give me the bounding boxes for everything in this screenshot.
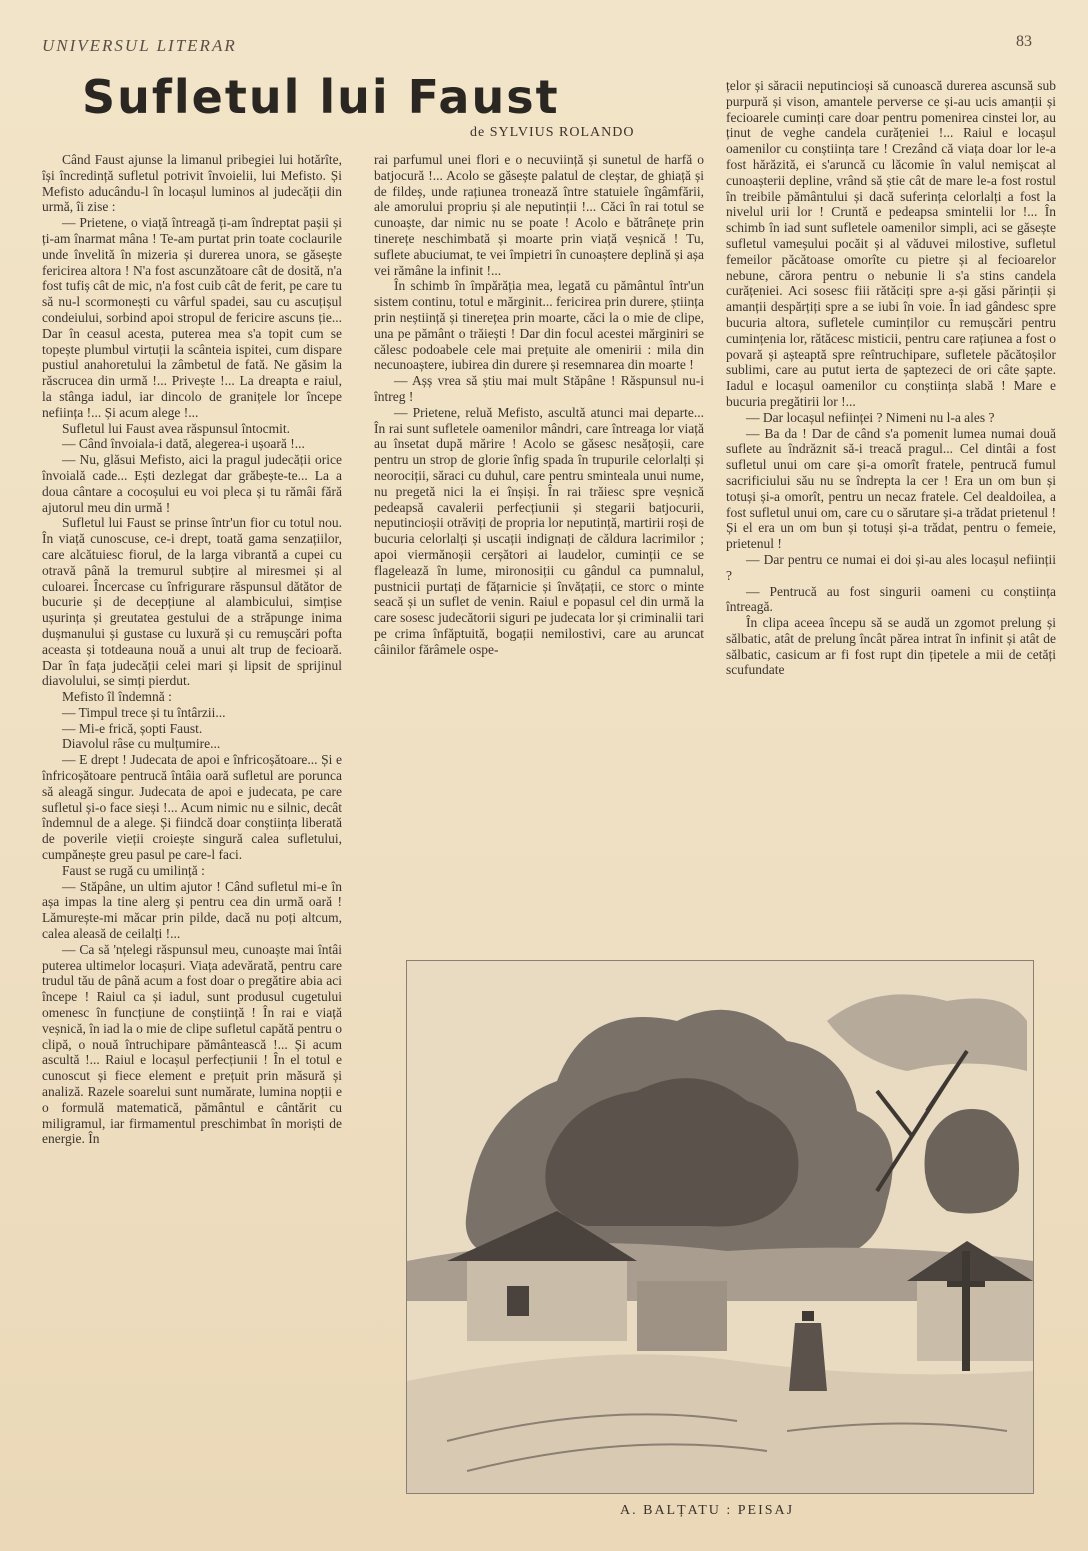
house-wall [467,1261,627,1341]
paragraph: rai parfumul unei flori e o necuviință și sunetul de harfă o batjocură !... Acolo se găsește palatul de cleștar, de ghiață și de fildeș, unde rațiunea tronează între statuiele îngâmfării, ale amorului propriu și ale neputinții !... Căci în rai totul se cunoaște, dar nimic nu se poate ! Acolo e bătrânețe prin tinerețe neschimbată și moarte prin viață veșnică ! Tu, suflete abuciumat, te vei împietri în cunoaștere deplină și așa vei rămâne la infinit !... [374,152,704,278]
paragraph: — Timpul trece și tu întârzii... [62,704,226,720]
house-wall [917,1281,1033,1361]
paragraph: — Dar locașul neființei ? Nimeni nu l-a ales ? [746,409,995,425]
fence [637,1281,727,1351]
paragraph: — Prietene, o viață întreagă ți-am îndreptat pașii și ți-am înarmat mâna ! Te-am purtat prin toate coclaurile unde învelită în mizeria și durerea unora, se găsește fericirea altora ! N'a fost ascunzătoare cât de dosită, n'a fost tufiș cât de mic, n'a fost cuib cât de ferit, pe care tu să nu-l scormonești cu vârful spadei, sau cu ascuțișul condeiului, sorbind apoi stropul de fericire ascuns ție... Dar în ceasul acesta, puterea mea s'a topit cum se topește plumbul virtuții la scânteia ispitei, cum dispare pustiul anahoretului la zâmbetul de fată. Ne găsim la răscrucea din urmă !... Privește !... La dreapta e raiul, la stânga iadul, iar dincolo de granițele lor începe neființa !... Și acum alege !... [42,215,342,420]
text-column-1 [42,152,342,1527]
paragraph: — Când învoiala-i dată, alegerea-i ușoară !... [62,436,305,452]
figure-body [789,1323,827,1391]
paragraph: — Ca să 'nțelegi răspunsul meu, cunoaște mai întâi puterea ultimelor locașuri. Viața adevărată, pentru care trudul tău de până acum a fost doar o pregătire abia aci începe ! Raiul ca și iadul, sunt produsul cugetului omenesc în funcțiune de conștiință ! În rai e viață veșnică, în iad la o mie de clipe sufletul capătă pentru o clipă, o nouă întruchipare pământească !... Și acum ascultă !... Raiul e locașul perfecțiunii ! În el totul e cunoscut și fiece element e prețuit prin măsură și analiză. Razele soarelui sunt numărate, lumina nopții e o formulă matematică, pământul e cântărit cu miligramul, iar firmamentul preschimbat în moriști de energie. În [42,941,342,1147]
text-column-2 [374,152,704,922]
landscape-illustration [406,960,1034,1494]
paragraph: țelor și săracii neputincioși să cunoască durerea ascunsă sub purpură și vison, amantele perverse ce și-au ucis amanții și fecioarele cuminți care doar pentru pomenirea cinstei lor, au ținut de veghe candela curățeniei !... Raiul e locașul oamenilor cu conștiința tare ! Crezând că viața doar lor le-a fost hărăzită, ei s'aruncă cu lăcomie în valul nemișcat al cunoașterii depline, vrând să știe cât de mare le-a fost rostul în treibile pământului și dacă suferința celorlalți a fost la nivelul urii lor ! Cruntă e pedeapsa smintelii lor !... În schimb în iad sunt sufletele oamenilor simpli, aci se găsește sufletul vameșului pocăit și al văduvei milostive, sufletul femeilor păcătoase omorîte cu pietre și al fecioarelor nebune, cărora pentru o nebunie li s'a stins candela curățeniei. Aci sosesc fiii rătăciți spre a-și găsi părinții și amanții despărțiți spre a se iubi în voie. În iad gândesc spre bucuria altora, sufletele cuminților cu remușcări pentru cumințenia lor, rătăcesc misticii, pentru care rațiunea a fost o povară și așteaptă spre reîntruchipare, sufletele păcătoșilor sublimi, care au putut ierta de șaptezeci de ori câte șapte. Iadul e locașul oamenilor cu conștiința slabă ! Mare e bucuria pregătirii lor !... [726,78,1056,409]
article-byline: de SYLVIUS ROLANDO [470,125,635,140]
paragraph: — Stăpâne, un ultim ajutor ! Când sufletul mi-e în așa impas la tine alerg și pentru cea din urmă oară ! Lămurește-mi măcar prin pilde, dacă nu poți altcum, calea aleasă de ceilalți !... [42,878,342,942]
paragraph: — Prietene, reluă Mefisto, ascultă atunci mai departe... În rai sunt sufletele oamenilor mândri, care întreaga lor viață au însetat după mărire ! Acolo se găsesc nesățoșii, care pentru un strop de glorie înfig spada în trupurile celorlalți și neorociții, săraci cu duhul, care pentru sminteala unui nume, nu pregetă nici la ei înșiși. În rai trăiesc spre veșnică pedeapsă cavalerii perfecțiunii și stegarii batjocurii, neputincioșii otrăviți de propria lor neputință, martirii roși de bucuria celorlalți și uscații indignați de căldura lacrimilor ; apoi viermănoșii cerșători ai laudelor, cuminții ce se flagelează în lume, mironosiții cu gândul ca pumnalul, pustnicii purtați de fățarnicie și învățații, ce storc o minte seacă și un suflet de venin. Raiul e popasul cel din urmă la care sosesc judecătorii siguri pe judecata lor și criminalii tari pe crima înfăptuită, bogații nemilostivi, care au aruncat câinilor fărâmele ospe- [374,404,704,657]
paragraph: — Pentrucă au fost singurii oameni cu conștiința întreagă. [726,583,1056,615]
paragraph: — E drept ! Judecata de apoi e înfricoșătoare... Și e înfricoșătoare pentrucă întâia oară sufletul are porunca să aleagă singur. Judecata de apoi e judecata, pe care sufletul și-o face sieși !... Acum nimic nu e silnic, decât îndemnul de a alege. Și fiindcă doar conștiința liberată de poverile vieții croiește singură calea sufletului, cumpănește greu pasul pe care-l faci. [42,752,342,863]
paragraph: Faust se rugă cu umilință : [62,862,205,878]
paragraph: Când Faust ajunse la limanul pribegiei lui hotărîte, își încredință sufletul potrivit învoielii, lui Mefisto. Și Mefisto aducându-l în locașul luminos al judecății din urmă, îi zise : [42,152,342,215]
paragraph: — Mi-e frică, șopti Faust. [62,720,203,736]
text-column-3 [726,78,1056,924]
house-window [507,1286,529,1316]
gate-post [962,1251,970,1371]
paragraph: — Dar pentru ce numai ei doi și-au ales locașul neființii ? [726,551,1056,583]
page-number: 83 [1016,33,1032,50]
paragraph: În schimb în împărăția mea, legată cu pământul într'un sistem continu, totul e mărginit... fericirea prin durere, știința prin neștiință și tinerețea prin moarte, căci la o mie de clipe, una pe pământ o trăiești ! Dar din focul acestei mărginiri se călesc podoabele cele mai prețuite ale omenirii : mila din necunoaștere, iubirea din durere și resemnarea din moarte ! [374,278,704,373]
paragraph: — Așș vrea să știu mai mult Stăpâne ! Răspunsul nu-i întreg ! [374,373,704,404]
paragraph: Sufletul lui Faust avea răspunsul întocmit. [62,420,290,436]
cross-bar [947,1281,985,1287]
paragraph: În clipa aceea începu să se audă un zgomot prelung și sălbatic, atât de prelung încât părea intrat în infinit și atât de sălbatic, casicum ar fi fost rupt din țipetele a mii de cetăți scufundate [726,615,1056,678]
tree-right [925,1109,1020,1214]
figure-head [802,1311,814,1321]
paragraph: Sufletul lui Faust se prinse într'un fior cu totul nou. În viață cunoscuse, ce-i drept, toată gama senzațiilor, care alcătuiesc fiorul, de la larga vibrantă a cupei cu otravă până la tremurul subțire al miresmei și al culoarei. Încercase cu înfrigurare răspunsul dătător de bucurie și de decepțiune al alambicului, simțise ușurința și greutatea gestului de a străpunge inima dușmanului și gustase cu luxură și cu remușcări pofta aceasta și totdeauna nouă a unui alt trup de fecioară. Dar în fața judecății celei mari și lipsit de sprijinul diavolului, se simți pierdut. [42,515,342,689]
paragraph: — Ba da ! Dar de când s'a pomenit lumea numai două suflete au îndrăznit să-i treacă pragul... Cel dintâi a fost sufletul unui om care și-a omorît fratele, pentrucă fumul sacrificiului său nu se îndrepta la cer ! Era un om bun și totuși și-a omorît, pentru un necaz fratele. Cel dealdoilea, a fost sufletul unui om, care cu o sărutare și-a trădat prietenul ! Și el era un om bun și totuși și-a trădat, pentru o femeie, prietenul ! [726,425,1056,552]
paragraph: — Nu, glăsui Mefisto, aici la pragul judecății orice învoială cade... Ești dezlegat dar grăbește-te... La a doua cântare a cocoșului eu voi pleca și tu rămâi fără ajutorul meu din urmă ! [42,452,342,515]
paragraph: Diavolul râse cu mulțumire... [62,736,221,752]
illustration-caption: A. BALȚATU : PEISAJ [620,1503,795,1518]
publication-header: UNIVERSUL LITERAR [42,36,237,55]
article-title: Sufletul lui Faust [82,70,560,124]
paragraph: Mefisto îl îndemnă : [62,689,172,705]
landscape-drawing [407,961,1033,1493]
